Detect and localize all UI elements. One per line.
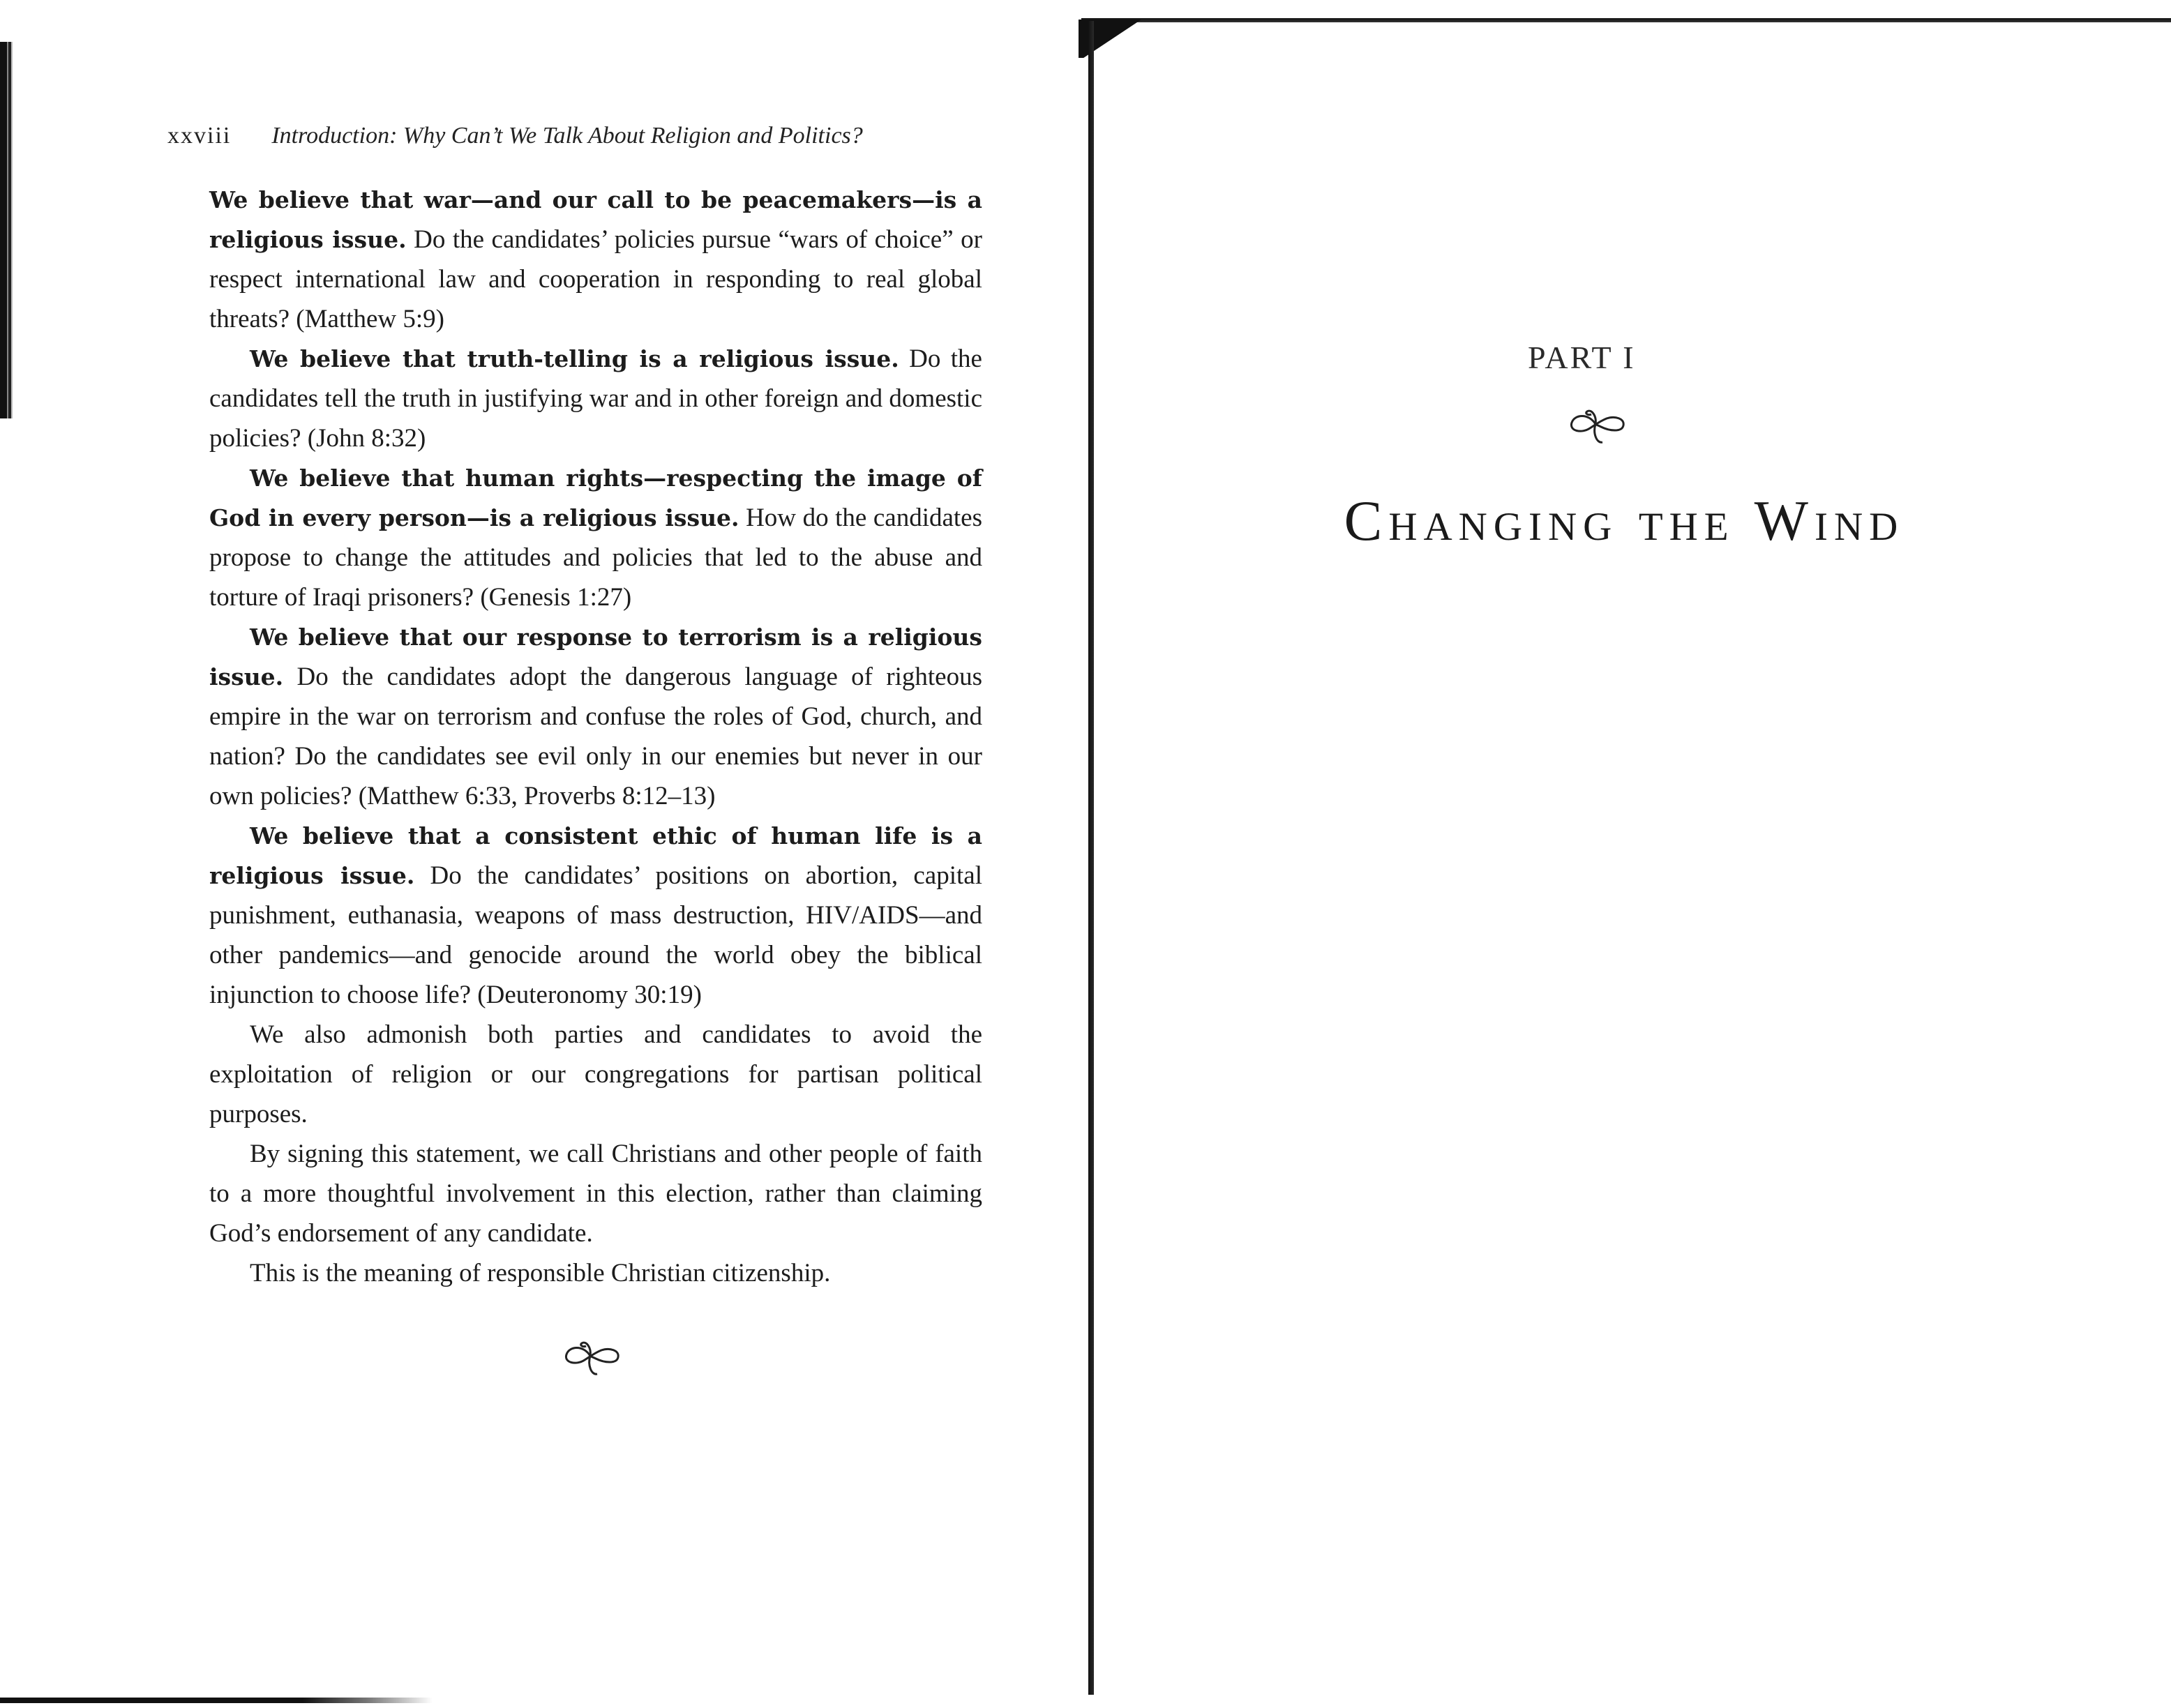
running-head-title: Introduction: Why Can’t We Talk About Religion and Politics? xyxy=(271,123,863,149)
part-label: PART I xyxy=(1528,340,1636,375)
body-paragraph xyxy=(209,617,982,816)
body-paragraph xyxy=(209,458,982,617)
paragraph-lead-statement: We believe that our response to terrorism is a religious issue. xyxy=(209,624,982,690)
body-paragraph xyxy=(209,816,982,1015)
right-page xyxy=(1067,0,2171,1708)
paragraph-lead-statement: We believe that human rights—respecting the image of God in every person—is a religious issue. xyxy=(209,464,982,531)
fleuron-icon xyxy=(555,1335,625,1384)
left-page xyxy=(0,0,1067,1708)
body-text xyxy=(209,180,982,1293)
paragraph-text: Do the candidates tell the truth in justifying war and in other foreign and domestic policies? (John 8:32) xyxy=(209,345,982,453)
paragraph-lead-statement: We believe that war—and our call to be peacemakers—is a religious issue. xyxy=(209,186,982,253)
scan-edge-shadow xyxy=(0,42,18,418)
page-number: xxviii xyxy=(167,123,232,149)
body-paragraph xyxy=(209,180,982,339)
scan-edge-spine xyxy=(1088,21,1094,1695)
paragraph-text: Do the candidates’ positions on abortion, capital punishment, euthanasia, weapons of mass destruction, HIV/AIDS—and other pandemics—and genocide around the world obey the biblical injunction to choose life? (Deuteronomy 30:19) xyxy=(209,861,982,1009)
scan-edge-shadow-bottom xyxy=(0,1698,433,1703)
fleuron-icon xyxy=(1561,403,1630,452)
body-paragraph xyxy=(209,1134,982,1253)
body-paragraph xyxy=(209,1253,982,1293)
paragraph-text: How do the candidates propose to change the attitudes and policies that led to the abuse and torture of Iraqi prisoners? (Genesis 1:27) xyxy=(209,504,982,612)
paragraph-text: We also admonish both parties and candidates to avoid the exploitation of religion or our congregations for partisan political purposes. xyxy=(209,1020,982,1128)
body-paragraph xyxy=(209,339,982,458)
paragraph-text: Do the candidates’ policies pursue “wars of choice” or respect international law and cooperation in responding to real global threats? (Matthew 5:9) xyxy=(209,225,982,333)
paragraph-lead-statement: We believe that a consistent ethic of human life is a religious issue. xyxy=(209,822,982,889)
scan-edge-shadow-top xyxy=(1081,18,2171,22)
paragraph-text: This is the meaning of responsible Christian citizenship. xyxy=(250,1259,831,1287)
paragraph-text: Do the candidates adopt the dangerous language of righteous empire in the war on terrorism and confuse the roles of God, church, and nation? Do the candidates see evil only in our enemies but never in our own policies? (Matthew 6:33, Proverbs 8:12–13) xyxy=(209,663,982,810)
paragraph-lead-statement: We believe that truth-telling is a religious issue. xyxy=(250,345,899,372)
part-title: Changing the Wind xyxy=(1344,489,1905,552)
body-paragraph xyxy=(209,1015,982,1134)
running-head xyxy=(167,123,863,149)
paragraph-text: By signing this statement, we call Christians and other people of faith to a more thoughtful involvement in this election, rather than claiming God’s endorsement of any candidate. xyxy=(209,1140,982,1248)
